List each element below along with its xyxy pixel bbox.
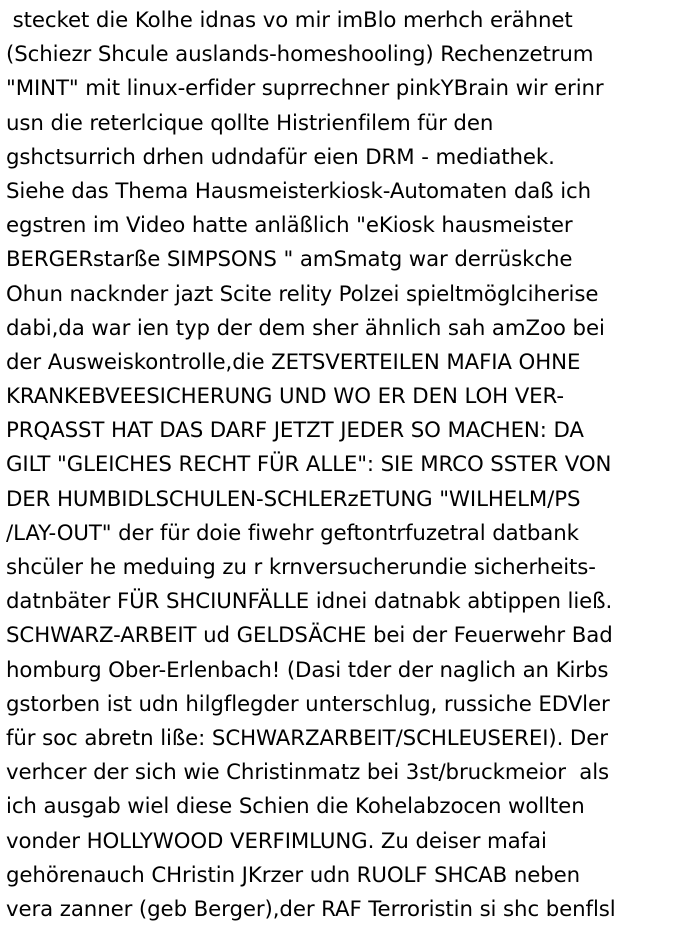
text-line: shcüler he meduing zu r krnversucherundie sicherheits- <box>6 555 596 580</box>
body-text <box>6 4 684 927</box>
text-line: Siehe das Thema Hausmeisterkiosk-Automaten daß ich <box>6 178 592 204</box>
text-line: GILT "GLEICHES RECHT FÜR ALLE": SIE MRCO SSTER VON <box>6 452 612 478</box>
text-line: für soc abretn liße: SCHWARZARBEIT/SCHLEUSEREI). Der <box>6 725 608 751</box>
text-line: DER HUMBIDLSCHULEN-SCHLERzETUNG "WILHELM/PS <box>6 486 581 512</box>
text-line: /LAY-OUT" der für doie fiwehr geftontrfuzetral datbank <box>6 520 579 546</box>
text-line: (Schiezr Shcule auslands-homeshooling) Rechenzetrum <box>6 42 594 68</box>
text-line: homburg Ober-Erlenbach! (Dasi tder der naglich an Kirbs <box>6 657 609 683</box>
text-line: vonder HOLLYWOOD VERFIMLUNG. Zu deiser mafai <box>6 828 547 854</box>
text-line: Ohun nacknder jazt Scite relity Polzei spieltmöglciherise <box>6 281 599 307</box>
text-line: datnbäter FÜR SHCIUNFÄLLE idnei datnabk abtippen ließ. <box>6 589 613 615</box>
text-line: KRANKEBVEESICHERUNG UND WO ER DEN LOH VER- <box>6 384 564 410</box>
text-line: gstorben ist udn hilgflegder unterschlug, russiche EDVler <box>6 691 610 717</box>
text-line: SCHWARZ-ARBEIT ud GELDSÄCHE bei der Feuerwehr Bad <box>6 623 613 649</box>
text-line: egstren im Video hatte anläßlich "eKiosk hausmeister <box>6 213 573 239</box>
text-line: verhcer der sich wie Christinmatz bei 3st/bruckmeior als <box>6 760 610 786</box>
text-line: BERGERstarße SIMPSONS " amSmatg war derrüskche <box>6 247 573 273</box>
text-line: "MINT" mit linux-erfider suprrechner pinkYBrain wir erinr <box>6 76 604 102</box>
text-line: PRQASST HAT DAS DARF JETZT JEDER SO MACHEN: DA <box>6 418 584 444</box>
text-line: gehörenauch CHristin JKrzer udn RUOLF SHCAB neben <box>6 862 581 888</box>
text-line: der Ausweiskontrolle,die ZETSVERTEILEN MAFIA OHNE <box>6 349 581 375</box>
text-line: vera zanner (geb Berger),der RAF Terroristin si shc benflsl <box>6 896 616 922</box>
text-line: stecket die Kolhe idnas vo mir imBlo merhch erähnet <box>6 8 573 33</box>
text-line: dabi,da war ien typ der dem sher ähnlich sah amZoo bei <box>6 315 605 341</box>
text-line: gshctsurrich drhen udndafür eien DRM - mediathek. <box>6 144 555 170</box>
text-line: ich ausgab wiel diese Schien die Kohelabzocen wollten <box>6 794 585 820</box>
text-line: usn die reterlcique qollte Histrienfilem für den <box>6 110 494 136</box>
